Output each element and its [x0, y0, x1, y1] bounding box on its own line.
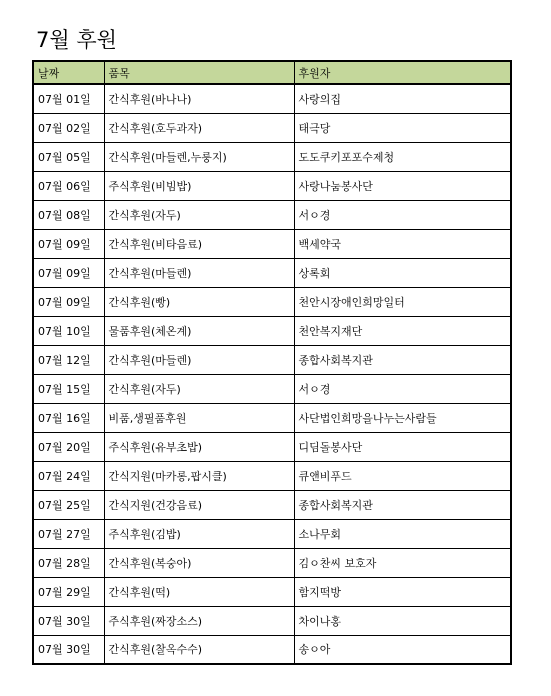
- cell-item: 주식후원(유부초밥): [104, 432, 294, 461]
- cell-donor: 천안시장애인희망일터: [294, 287, 511, 316]
- cell-date: 07월 08일: [33, 200, 104, 229]
- cell-donor: 천안복지재단: [294, 316, 511, 345]
- cell-donor: 서ㅇ경: [294, 200, 511, 229]
- cell-date: 07월 02일: [33, 113, 104, 142]
- donation-table: [32, 60, 512, 665]
- cell-item: 간식후원(바나나): [104, 84, 294, 113]
- table-row: [33, 577, 511, 606]
- table-row: [33, 287, 511, 316]
- cell-item: 간식후원(마들렌): [104, 258, 294, 287]
- cell-item: 간식후원(호두과자): [104, 113, 294, 142]
- table-row: [33, 229, 511, 258]
- cell-item: 간식후원(마들렌,누룽지): [104, 142, 294, 171]
- cell-item: 간식후원(자두): [104, 200, 294, 229]
- cell-date: 07월 09일: [33, 229, 104, 258]
- table-row: [33, 374, 511, 403]
- cell-item: 간식후원(복숭아): [104, 548, 294, 577]
- table-row: [33, 171, 511, 200]
- cell-donor: 태극당: [294, 113, 511, 142]
- header-donor: 후원자: [294, 61, 511, 84]
- table-body: [33, 84, 511, 664]
- cell-donor: 사랑의집: [294, 84, 511, 113]
- table-row: [33, 432, 511, 461]
- table-row: [33, 403, 511, 432]
- table-row: [33, 345, 511, 374]
- cell-item: 간식후원(빵): [104, 287, 294, 316]
- cell-date: 07월 25일: [33, 490, 104, 519]
- cell-donor: 사랑나눔봉사단: [294, 171, 511, 200]
- cell-item: 간식후원(비타음료): [104, 229, 294, 258]
- cell-date: 07월 24일: [33, 461, 104, 490]
- cell-donor: 소나무회: [294, 519, 511, 548]
- cell-item: 간식지원(건강음료): [104, 490, 294, 519]
- cell-donor: 함지떡방: [294, 577, 511, 606]
- cell-date: 07월 27일: [33, 519, 104, 548]
- cell-donor: 김ㅇ찬씨 보호자: [294, 548, 511, 577]
- table-header-row: [33, 61, 511, 84]
- cell-date: 07월 20일: [33, 432, 104, 461]
- cell-date: 07월 16일: [33, 403, 104, 432]
- cell-donor: 상록회: [294, 258, 511, 287]
- header-date: 날짜: [33, 61, 104, 84]
- cell-item: 간식후원(떡): [104, 577, 294, 606]
- table-row: [33, 519, 511, 548]
- cell-donor: 백세약국: [294, 229, 511, 258]
- cell-donor: 사단법인희망을나누는사람들: [294, 403, 511, 432]
- cell-item: 간식후원(찰옥수수): [104, 635, 294, 664]
- cell-item: 물품후원(체온계): [104, 316, 294, 345]
- table-row: [33, 84, 511, 113]
- table-row: [33, 548, 511, 577]
- cell-item: 간식후원(마들렌): [104, 345, 294, 374]
- cell-date: 07월 12일: [33, 345, 104, 374]
- cell-item: 간식지원(마카롱,팝시클): [104, 461, 294, 490]
- cell-date: 07월 30일: [33, 635, 104, 664]
- cell-item: 주식후원(짜장소스): [104, 606, 294, 635]
- table-row: [33, 461, 511, 490]
- cell-donor: 종합사회복지관: [294, 345, 511, 374]
- cell-item: 비품,생필품후원: [104, 403, 294, 432]
- cell-date: 07월 29일: [33, 577, 104, 606]
- cell-date: 07월 15일: [33, 374, 104, 403]
- cell-item: 간식후원(자두): [104, 374, 294, 403]
- cell-date: 07월 01일: [33, 84, 104, 113]
- cell-donor: 도도쿠키포포수제청: [294, 142, 511, 171]
- table-row: [33, 635, 511, 664]
- table-row: [33, 606, 511, 635]
- table-row: [33, 142, 511, 171]
- table-row: [33, 316, 511, 345]
- cell-donor: 차이나홍: [294, 606, 511, 635]
- table-row: [33, 258, 511, 287]
- cell-date: 07월 06일: [33, 171, 104, 200]
- cell-donor: 서ㅇ경: [294, 374, 511, 403]
- cell-donor: 디딤돌봉사단: [294, 432, 511, 461]
- cell-item: 주식후원(김밥): [104, 519, 294, 548]
- cell-donor: 종합사회복지관: [294, 490, 511, 519]
- cell-date: 07월 28일: [33, 548, 104, 577]
- table-row: [33, 113, 511, 142]
- table-row: [33, 490, 511, 519]
- cell-date: 07월 09일: [33, 287, 104, 316]
- cell-date: 07월 10일: [33, 316, 104, 345]
- cell-date: 07월 05일: [33, 142, 104, 171]
- cell-date: 07월 30일: [33, 606, 104, 635]
- table-row: [33, 200, 511, 229]
- header-item: 품목: [104, 61, 294, 84]
- page-title: 7월 후원: [36, 28, 117, 52]
- cell-donor: 큐앤비푸드: [294, 461, 511, 490]
- cell-date: 07월 09일: [33, 258, 104, 287]
- cell-donor: 송ㅇ아: [294, 635, 511, 664]
- cell-item: 주식후원(비빔밥): [104, 171, 294, 200]
